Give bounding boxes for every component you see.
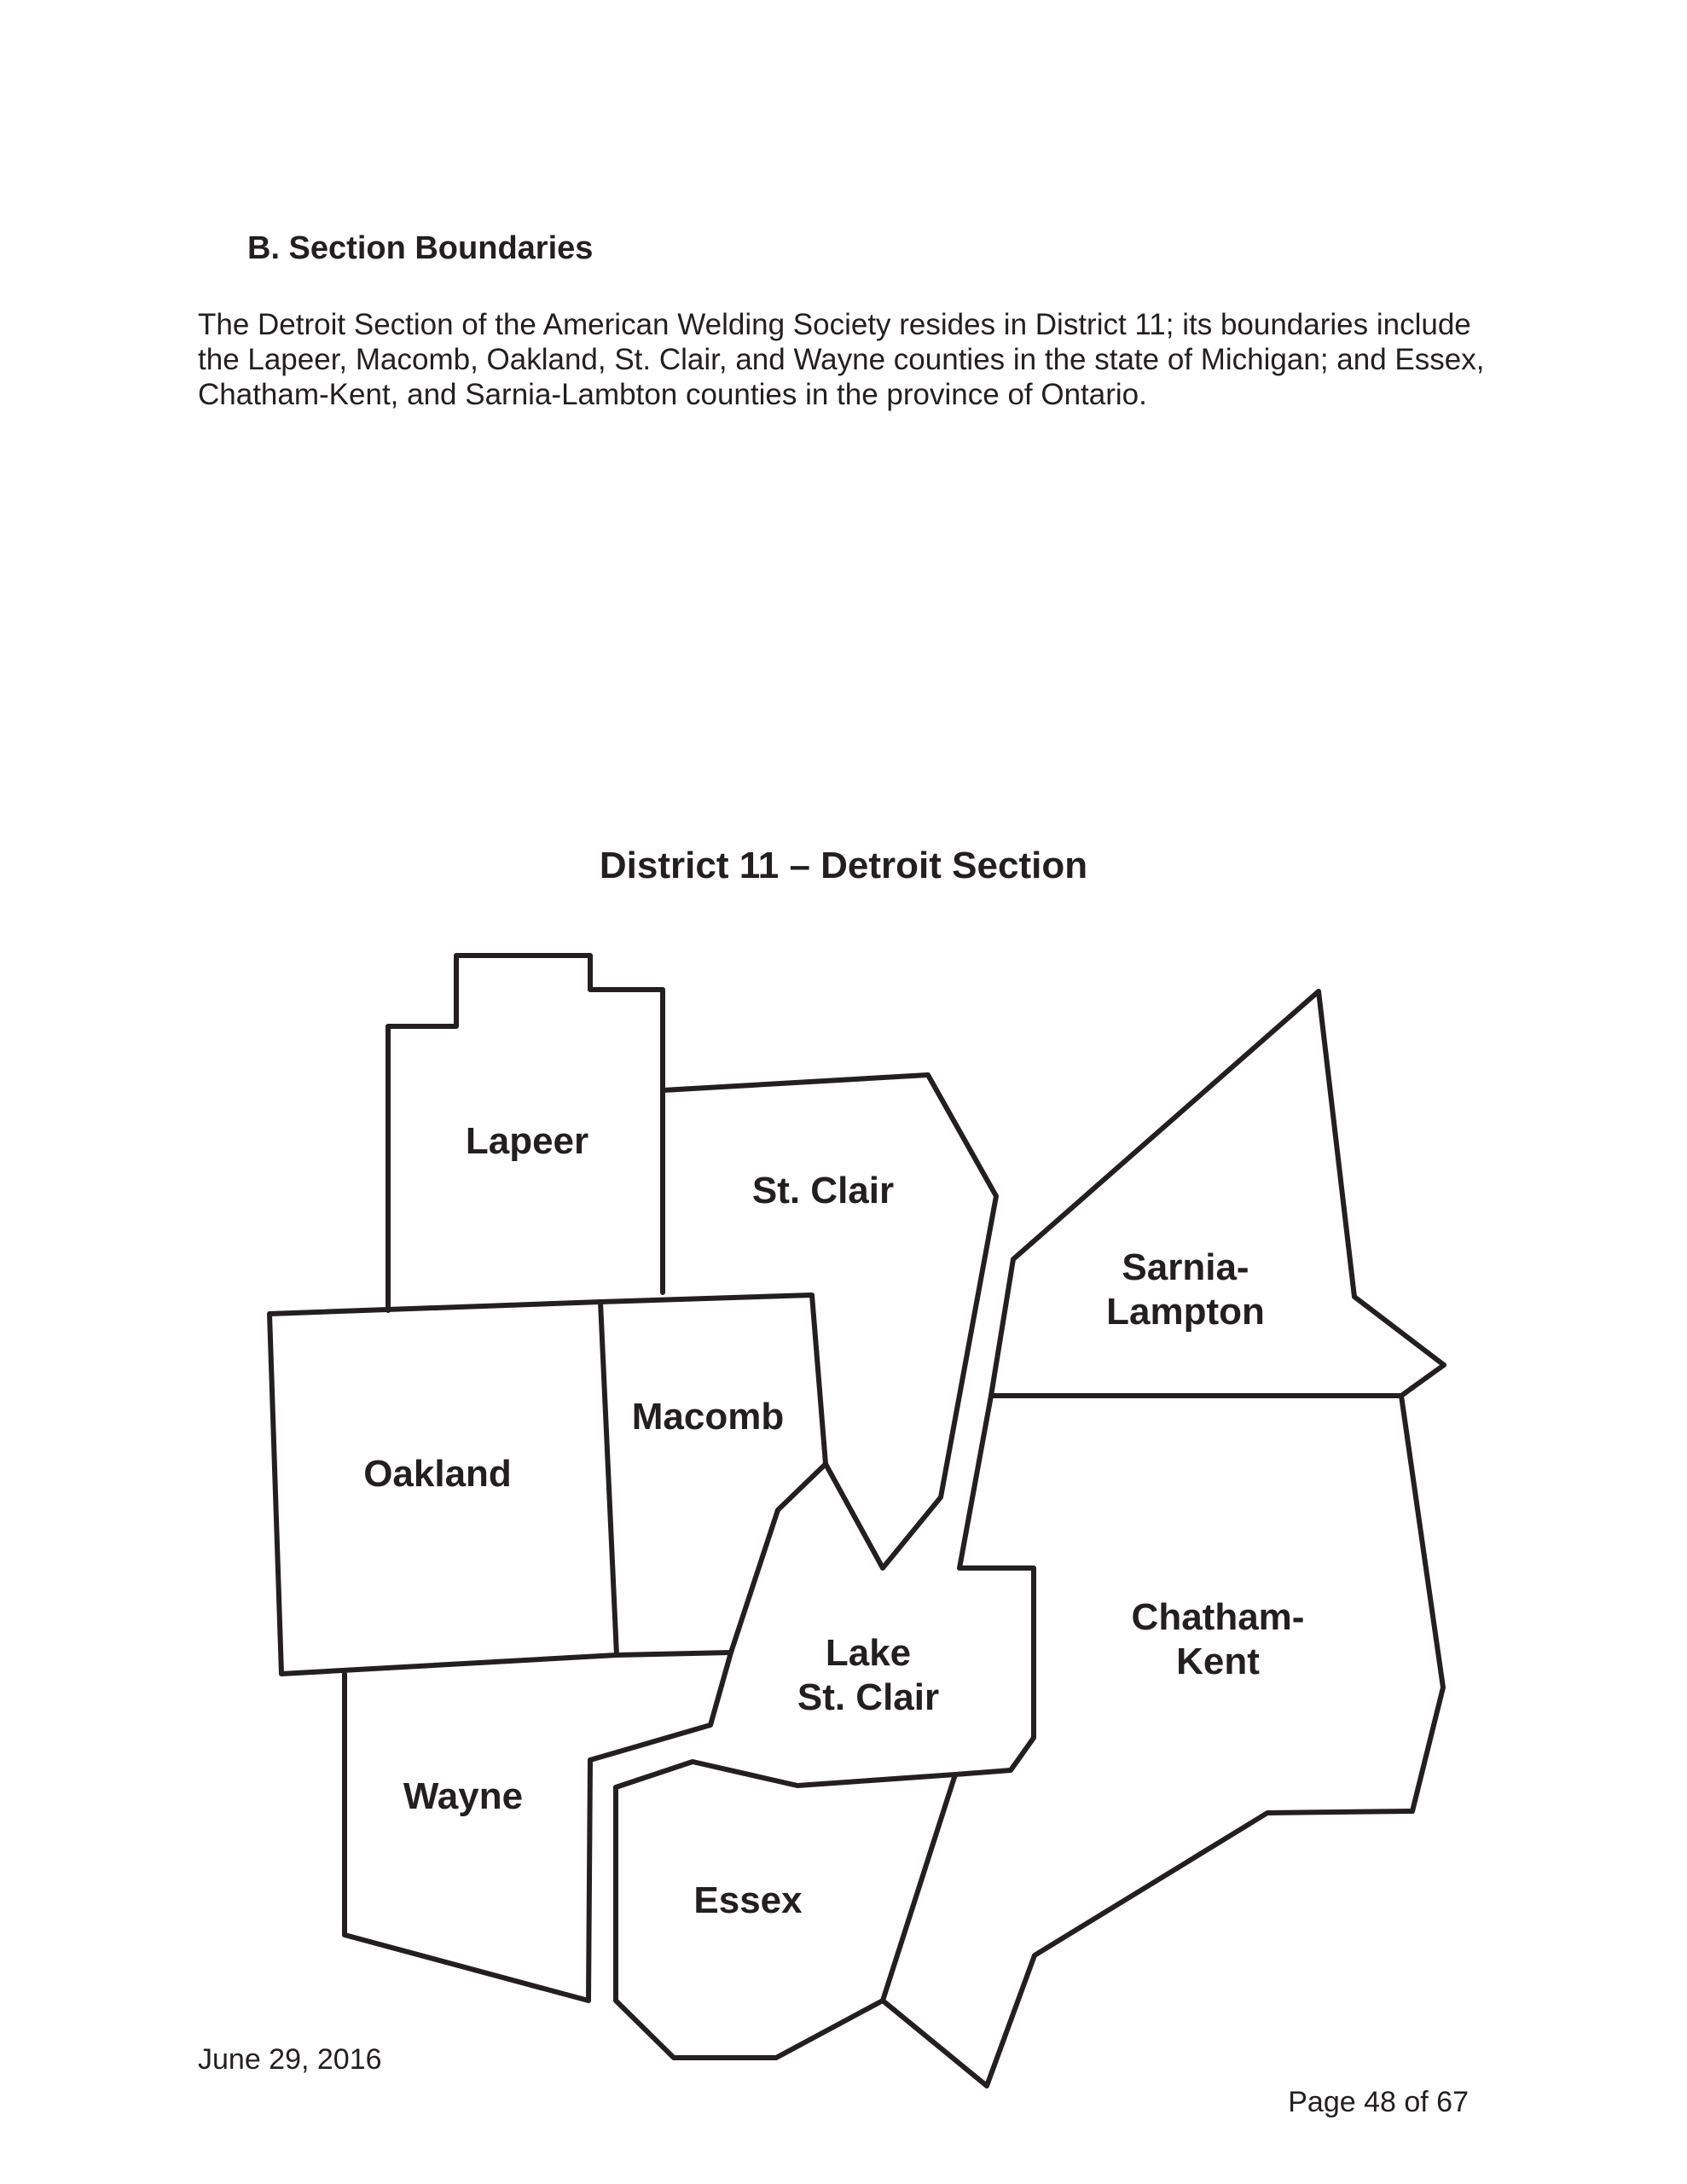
label-lake-st-clair: St. Clair (797, 1676, 940, 1718)
sarnia-lampton-boundary (991, 991, 1444, 1396)
wayne-boundary (345, 1674, 590, 2001)
label-st-clair: St. Clair (751, 1170, 895, 1211)
label-chatham-kent: Kent (1176, 1641, 1260, 1682)
label-oakland: Oakland (363, 1453, 512, 1495)
footer-date: June 29, 2016 (198, 2043, 382, 2076)
chatham-kent-boundary (883, 1396, 1443, 2086)
label-sarnia-lampton: Sarnia- (1122, 1246, 1249, 1288)
label-lake-st-clair: Lake (825, 1632, 912, 1674)
label-lapeer: Lapeer (465, 1120, 589, 1162)
label-chatham-kent: Chatham- (1131, 1596, 1305, 1638)
label-essex: Essex (693, 1879, 803, 1921)
label-sarnia-lampton: Lampton (1106, 1291, 1265, 1333)
macomb-boundary (600, 1295, 826, 1655)
label-wayne: Wayne (403, 1775, 524, 1817)
st-clair-boundary (663, 1075, 996, 1568)
paragraph-line: the Lapeer, Macomb, Oakland, St. Clair, and Wayne counties in the state of Michigan; and Essex, (198, 343, 1485, 376)
paragraph-line: Chatham-Kent, and Sarnia-Lambton counties in the province of Ontario. (198, 378, 1147, 411)
lake-st-clair-boundary (590, 1396, 1034, 1787)
footer-page-number: Page 48 of 67 (1288, 2086, 1469, 2118)
map-title: District 11 – Detroit Section (599, 845, 1088, 886)
section-heading: B. Section Boundaries (247, 230, 594, 266)
label-macomb: Macomb (631, 1396, 785, 1438)
paragraph-line: The Detroit Section of the American Welding Society resides in District 11; its boundaries include (198, 308, 1471, 341)
